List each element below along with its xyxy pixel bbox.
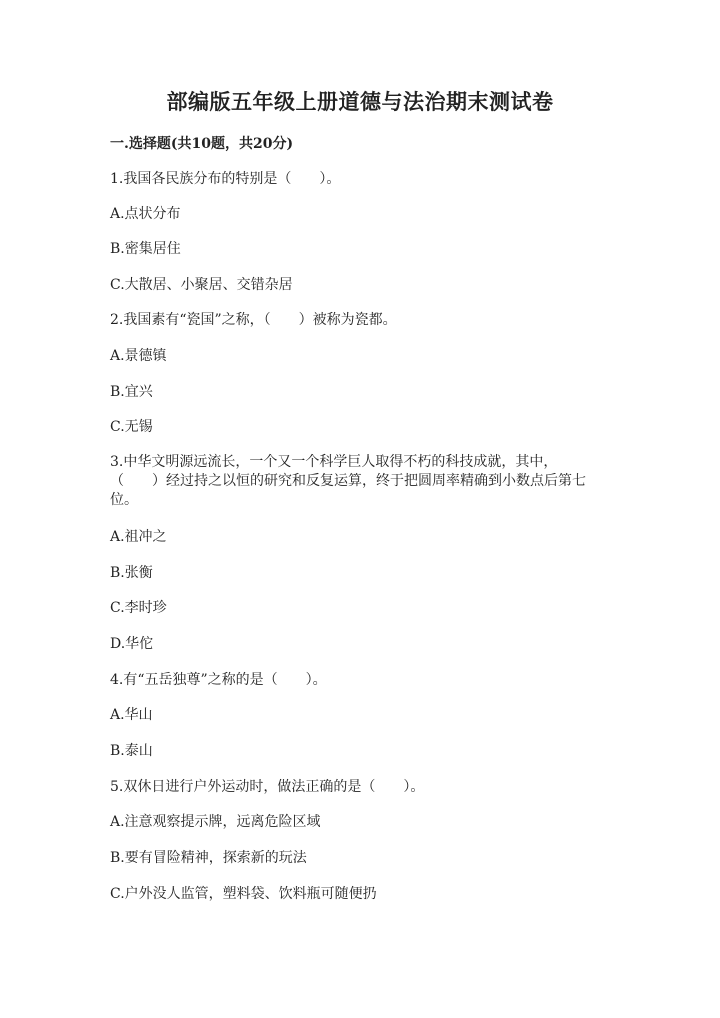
question-3-stem-line-2: （ ）经过持之以恒的研究和反复运算，终于把圆周率精确到小数点后第七 [110,473,586,489]
question-1-stem: 1.我国各民族分布的特别是（ ）。 [110,171,341,187]
question-1-option-c: C.大散居、小聚居、交错杂居 [110,277,293,293]
question-3-option-c: C.李时珍 [110,600,167,616]
section-heading: 一.选择题(共10题，共20分) [110,136,294,152]
question-3-option-d: D.华佗 [110,636,154,652]
question-1-option-b: B.密集居住 [110,241,181,257]
question-5-option-a: A.注意观察提示牌，远离危险区域 [110,814,321,830]
question-5-stem: 5.双休日进行户外运动时，做法正确的是（ ）。 [110,779,425,795]
question-5-option-c: C.户外没人监管，塑料袋、饮料瓶可随便扔 [110,886,377,902]
question-4-option-a: A.华山 [110,707,153,723]
question-2-stem: 2.我国素有“瓷国”之称，（ ）被称为瓷都。 [110,312,397,328]
question-3-stem-line-1: 3.中华文明源远流长，一个又一个科学巨人取得不朽的科技成就，其中， [110,454,558,470]
question-3-option-a: A.祖冲之 [110,529,167,545]
question-3-stem-line-3: 位。 [110,492,138,508]
question-2-option-c: C.无锡 [110,419,153,435]
question-2-option-b: B.宜兴 [110,384,153,400]
question-2-option-a: A.景德镇 [110,348,167,364]
question-4-option-b: B.泰山 [110,743,153,759]
question-5-option-b: B.要有冒险精神，探索新的玩法 [110,850,307,866]
question-4-stem: 4.有“五岳独尊”之称的是（ ）。 [110,672,327,688]
question-3-stem [110,453,610,510]
exam-title: 部编版五年级上册道德与法治期末测试卷 [166,89,554,114]
question-1-option-a: A.点状分布 [110,206,181,222]
question-3-option-b: B.张衡 [110,565,153,581]
